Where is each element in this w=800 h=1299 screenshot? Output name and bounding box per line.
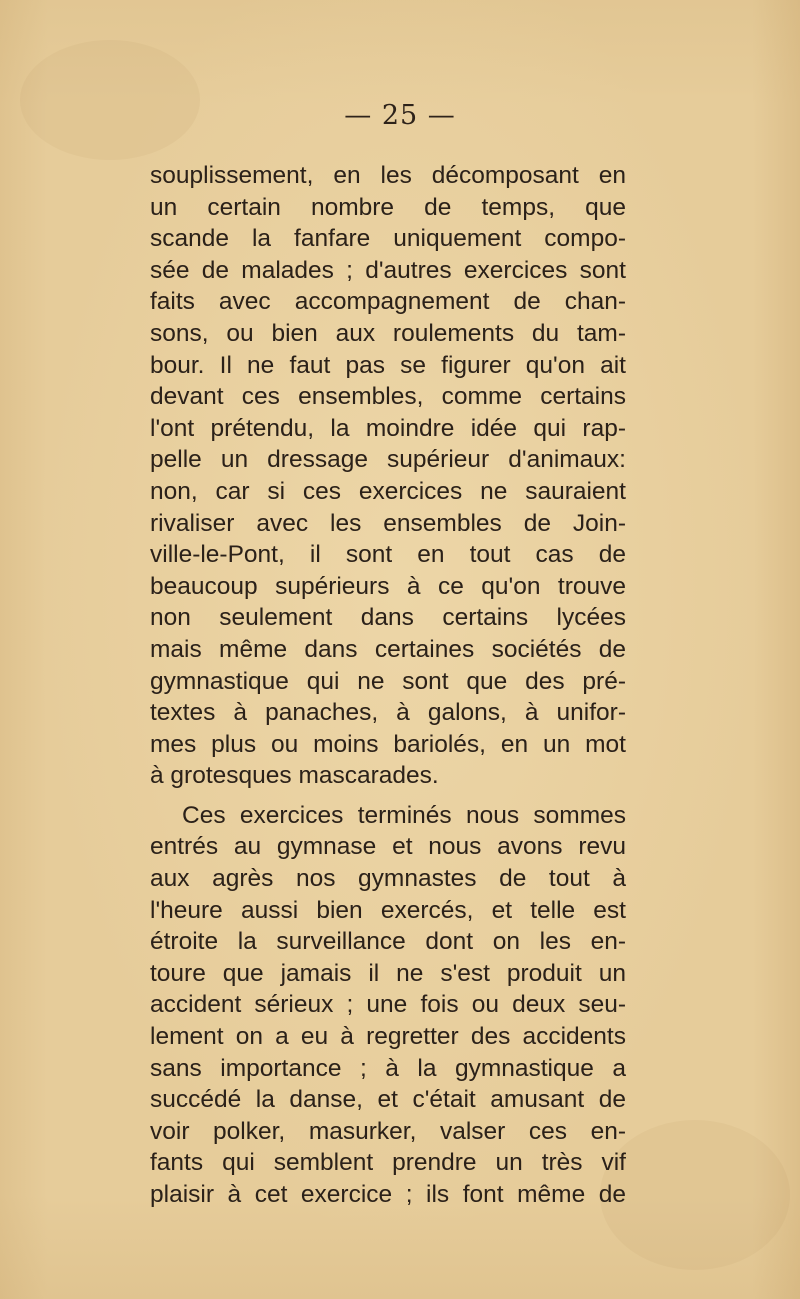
text-line: à grotesques mascarades. bbox=[150, 762, 439, 790]
text-line: l'ont prétendu, la moindre idée qui rap- bbox=[150, 414, 626, 442]
paper-stain bbox=[600, 1120, 790, 1270]
paragraph-2 bbox=[150, 800, 626, 1211]
text-line: un certain nombre de temps, que bbox=[150, 193, 626, 221]
page-number: — 25 — bbox=[344, 100, 456, 131]
text-line: l'heure aussi bien exercés, et telle est bbox=[150, 896, 626, 924]
text-line: sans importance ; à la gymnastique a bbox=[150, 1054, 626, 1082]
text-line: devant ces ensembles, comme certains bbox=[150, 383, 626, 411]
text-line: voir polker, masurker, valser ces en- bbox=[150, 1117, 626, 1145]
text-line: gymnastique qui ne sont que des pré- bbox=[150, 667, 626, 695]
text-line: étroite la surveillance dont on les en- bbox=[150, 928, 626, 956]
text-line: sée de malades ; d'autres exercices sont bbox=[150, 256, 626, 284]
text-line: faits avec accompagnement de chan- bbox=[150, 288, 626, 316]
body-text bbox=[150, 160, 626, 1211]
text-line: mes plus ou moins bariolés, en un mot bbox=[150, 730, 626, 758]
text-line: non, car si ces exercices ne sauraient bbox=[150, 477, 626, 505]
text-line: souplissement, en les décomposant en bbox=[150, 162, 626, 189]
text-line: entrés au gymnase et nous avons revu bbox=[150, 833, 626, 861]
paragraph-1 bbox=[150, 160, 626, 792]
text-line: mais même dans certaines sociétés de bbox=[150, 635, 626, 663]
text-line: textes à panaches, à galons, à unifor- bbox=[150, 699, 626, 727]
text-line: aux agrès nos gymnastes de tout à bbox=[150, 865, 626, 893]
text-line: accident sérieux ; une fois ou deux seu- bbox=[150, 991, 626, 1019]
text-line: bour. Il ne faut pas se figurer qu'on ait bbox=[150, 351, 626, 379]
text-line: rivaliser avec les ensembles de Join- bbox=[150, 509, 626, 537]
text-line: plaisir à cet exercice ; ils font même de bbox=[150, 1181, 626, 1208]
text-line: scande la fanfare uniquement compo- bbox=[150, 225, 626, 253]
text-line: beaucoup supérieurs à ce qu'on trouve bbox=[150, 572, 626, 600]
text-line: ville-le-Pont, il sont en tout cas de bbox=[150, 541, 626, 569]
text-line: pelle un dressage supérieur d'animaux: bbox=[150, 446, 626, 474]
paragraph-gap bbox=[150, 792, 626, 800]
text-line: succédé la danse, et c'était amusant de bbox=[150, 1086, 626, 1114]
text-line: non seulement dans certains lycées bbox=[150, 604, 626, 632]
text-line: Ces exercices terminés nous sommes bbox=[182, 801, 626, 829]
text-line: lement on a eu à regretter des accidents bbox=[150, 1023, 626, 1051]
text-line: toure que jamais il ne s'est produit un bbox=[150, 959, 626, 987]
text-line: fants qui semblent prendre un très vif bbox=[150, 1149, 626, 1177]
text-line: sons, ou bien aux roulements du tam- bbox=[150, 319, 626, 347]
